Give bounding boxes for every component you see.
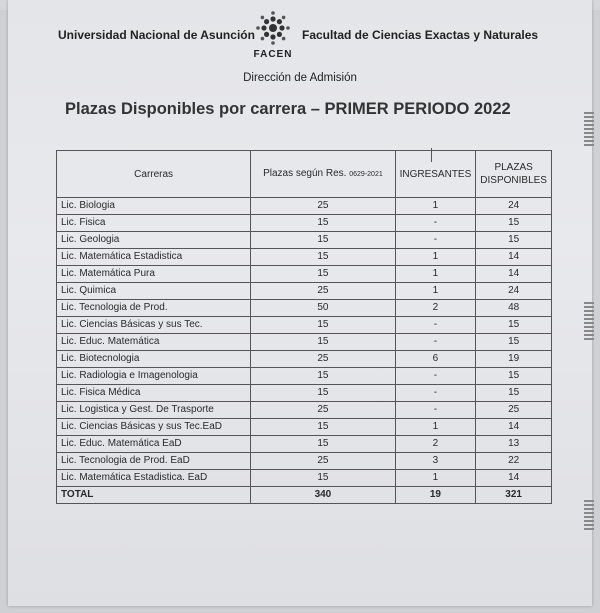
- cell-ingresantes: -: [395, 215, 476, 232]
- cell-carrera: Lic. Tecnologia de Prod. EaD: [57, 453, 251, 470]
- header-plazas-label: Plazas según Res.: [263, 168, 347, 179]
- plazas-table: [56, 150, 552, 504]
- cell-plazas: 25: [251, 351, 395, 368]
- cell-disponibles: 19: [476, 351, 552, 368]
- cell-plazas: 15: [251, 368, 395, 385]
- header-res-number: 0629-2021: [349, 171, 383, 178]
- cell-carrera: Lic. Ciencias Básicas y sus Tec.EaD: [57, 419, 251, 436]
- cell-disponibles: 48: [476, 300, 552, 317]
- cell-ingresantes: -: [395, 232, 476, 249]
- university-name: Universidad Nacional de Asunción: [58, 28, 255, 42]
- table-row: [57, 351, 552, 368]
- cell-ingresantes: 1: [395, 419, 476, 436]
- cell-carrera: Lic. Fisica: [57, 215, 251, 232]
- cell-disponibles: 15: [476, 368, 552, 385]
- cell-plazas: 15: [251, 334, 395, 351]
- table-row: [57, 317, 552, 334]
- cell-plazas: 15: [251, 215, 395, 232]
- cell-plazas: 25: [251, 402, 395, 419]
- logo-text: FACEN: [253, 49, 293, 60]
- cell-disponibles: 14: [476, 419, 552, 436]
- total-ingresantes: 19: [395, 487, 476, 504]
- header-disponibles-line2: DISPONIBLES: [480, 175, 547, 186]
- cell-carrera: Lic. Quimica: [57, 283, 251, 300]
- cell-carrera: Lic. Matemática Estadistica. EaD: [57, 470, 251, 487]
- header-disponibles-line1: PLAZAS: [494, 162, 533, 173]
- cell-carrera: Lic. Educ. Matemática: [57, 334, 251, 351]
- cell-plazas: 25: [251, 453, 395, 470]
- table-row: [57, 232, 552, 249]
- table-row: [57, 385, 552, 402]
- table-row: [57, 266, 552, 283]
- cell-carrera: Lic. Radiologia e Imagenologia: [57, 368, 251, 385]
- table-row: [57, 215, 552, 232]
- cell-disponibles: 15: [476, 215, 552, 232]
- cell-carrera: Lic. Tecnologia de Prod.: [57, 300, 251, 317]
- cell-disponibles: 15: [476, 317, 552, 334]
- cell-carrera: Lic. Geologia: [57, 232, 251, 249]
- cell-ingresantes: -: [395, 385, 476, 402]
- header-plazas: [251, 151, 395, 198]
- page-title: Plazas Disponibles por carrera – PRIMER PERIODO 2022: [65, 100, 511, 118]
- cell-ingresantes: 1: [395, 283, 476, 300]
- cell-carrera: Lic. Matemática Pura: [57, 266, 251, 283]
- cell-ingresantes: 1: [395, 198, 476, 215]
- table-row: [57, 453, 552, 470]
- cell-disponibles: 15: [476, 385, 552, 402]
- table-row: [57, 249, 552, 266]
- cell-disponibles: 24: [476, 198, 552, 215]
- table-header-row: [57, 151, 552, 198]
- cell-plazas: 25: [251, 198, 395, 215]
- table-row: [57, 283, 552, 300]
- cell-ingresantes: -: [395, 402, 476, 419]
- cell-plazas: 15: [251, 470, 395, 487]
- cell-plazas: 15: [251, 317, 395, 334]
- cell-carrera: Lic. Biotecnologia: [57, 351, 251, 368]
- photo-edge-mark: [584, 110, 594, 146]
- header-ingresantes: INGRESANTES: [395, 151, 476, 198]
- cell-plazas: 15: [251, 249, 395, 266]
- cell-ingresantes: -: [395, 317, 476, 334]
- cell-disponibles: 22: [476, 453, 552, 470]
- table-row: [57, 419, 552, 436]
- cell-disponibles: 15: [476, 334, 552, 351]
- cell-ingresantes: -: [395, 334, 476, 351]
- cell-ingresantes: 1: [395, 470, 476, 487]
- direction-name: Dirección de Admisión: [243, 72, 357, 84]
- cell-plazas: 15: [251, 436, 395, 453]
- cell-disponibles: 15: [476, 232, 552, 249]
- cell-plazas: 15: [251, 385, 395, 402]
- total-row: [57, 487, 552, 504]
- table-row: [57, 402, 552, 419]
- cell-disponibles: 24: [476, 283, 552, 300]
- cell-plazas: 50: [251, 300, 395, 317]
- cell-carrera: Lic. Fisica Médica: [57, 385, 251, 402]
- header-carreras: Carreras: [57, 151, 251, 198]
- cell-plazas: 15: [251, 232, 395, 249]
- cell-ingresantes: 6: [395, 351, 476, 368]
- cell-disponibles: 14: [476, 470, 552, 487]
- faculty-name: Facultad de Ciencias Exactas y Naturales: [302, 28, 539, 42]
- cell-carrera: Lic. Matemática Estadistica: [57, 249, 251, 266]
- table-row: [57, 368, 552, 385]
- table-body: [57, 198, 552, 487]
- photo-edge-mark: [584, 300, 594, 340]
- photo-edge-mark: [584, 500, 594, 530]
- cell-ingresantes: 2: [395, 300, 476, 317]
- cell-ingresantes: 3: [395, 453, 476, 470]
- cell-carrera: Lic. Ciencias Básicas y sus Tec.: [57, 317, 251, 334]
- table-row: [57, 198, 552, 215]
- cell-ingresantes: -: [395, 368, 476, 385]
- cell-disponibles: 14: [476, 249, 552, 266]
- cell-plazas: 15: [251, 419, 395, 436]
- total-label: TOTAL: [57, 487, 251, 504]
- cell-plazas: 15: [251, 266, 395, 283]
- table-row: [57, 334, 552, 351]
- header-disponibles: [476, 151, 552, 198]
- table-row: [57, 300, 552, 317]
- total-plazas: 340: [251, 487, 395, 504]
- cell-carrera: Lic. Logistica y Gest. De Trasporte: [57, 402, 251, 419]
- total-disponibles: 321: [476, 487, 552, 504]
- cell-disponibles: 14: [476, 266, 552, 283]
- cell-ingresantes: 1: [395, 266, 476, 283]
- cell-ingresantes: 2: [395, 436, 476, 453]
- cell-carrera: Lic. Biologia: [57, 198, 251, 215]
- cell-disponibles: 13: [476, 436, 552, 453]
- cell-ingresantes: 1: [395, 249, 476, 266]
- table-row: [57, 470, 552, 487]
- cell-carrera: Lic. Educ. Matemática EaD: [57, 436, 251, 453]
- cell-plazas: 25: [251, 283, 395, 300]
- table-row: [57, 436, 552, 453]
- cell-disponibles: 25: [476, 402, 552, 419]
